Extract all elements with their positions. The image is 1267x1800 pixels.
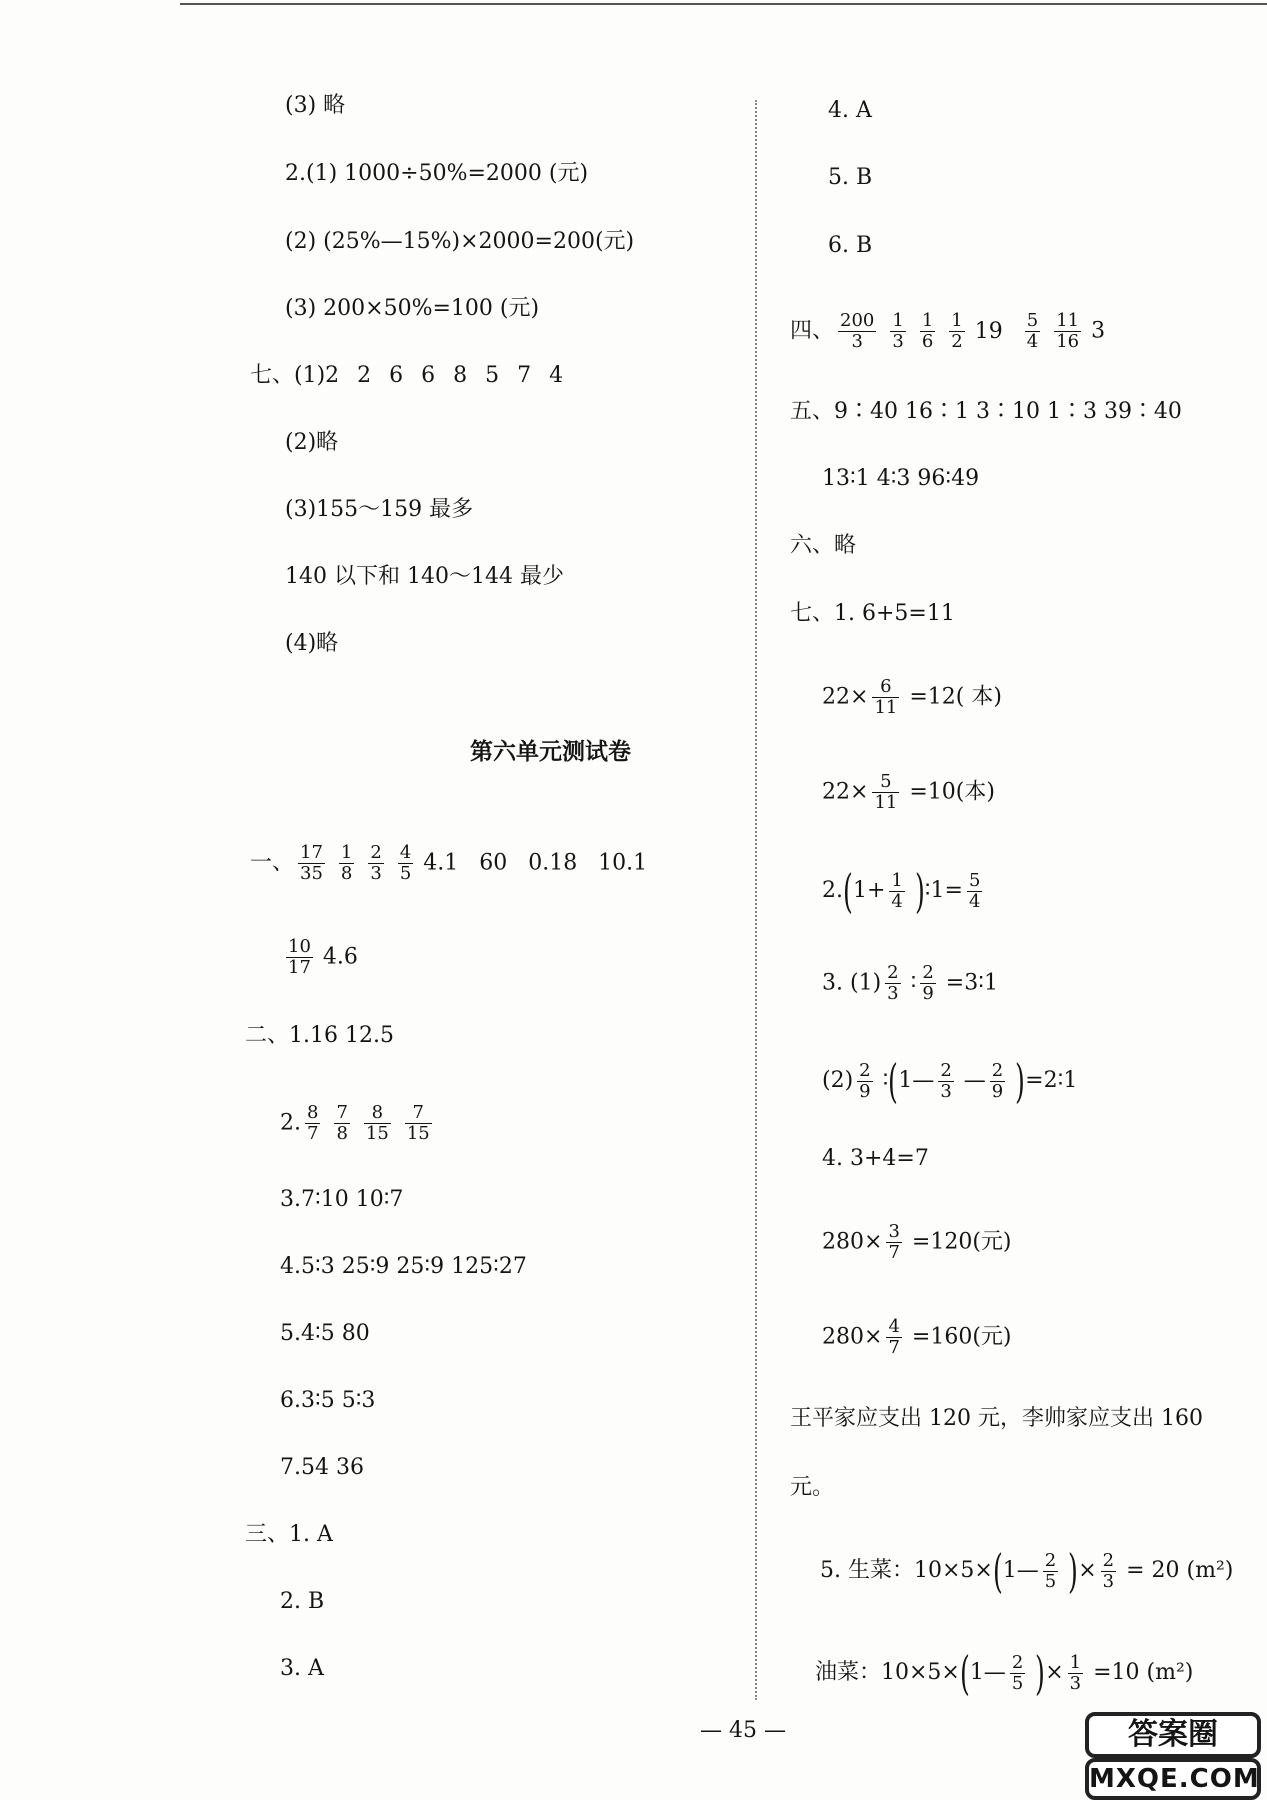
expr-part: =160(元) <box>911 1324 1012 1350</box>
sequence-number: 2 <box>357 363 372 388</box>
denominator: 3 <box>940 1080 952 1102</box>
fraction <box>872 677 899 718</box>
denominator: 7 <box>888 1242 900 1263</box>
numerator: 2 <box>1011 1651 1024 1673</box>
fraction <box>1025 311 1040 352</box>
ratio-sign: ∶ <box>882 1068 889 1093</box>
denominator: 7 <box>307 1123 319 1144</box>
fraction <box>405 1103 432 1144</box>
expr-part: 1— <box>898 1068 935 1093</box>
answer-line: 七、1. 6+5=11 <box>790 601 955 626</box>
expr-part: = 20 (m²) <box>1126 1558 1234 1583</box>
times-sign: × <box>1078 1558 1097 1583</box>
expr-part: =10 (m²) <box>1093 1660 1194 1685</box>
denominator: 4 <box>891 890 903 912</box>
answer-line: 5. B <box>828 165 873 190</box>
answer-line: 7.54 36 <box>280 1455 364 1480</box>
minus-sign: — <box>963 1068 986 1093</box>
sequence-number: 6 <box>389 363 404 388</box>
denominator: 4 <box>1026 331 1039 352</box>
answer-line <box>282 937 358 978</box>
numerator: 1 <box>891 869 903 891</box>
fraction <box>334 1103 349 1144</box>
denominator: 17 <box>288 957 311 978</box>
fraction <box>398 843 413 884</box>
answer-line: 二、1.16 12.5 <box>245 1023 394 1048</box>
answer-line: 3. A <box>280 1656 324 1681</box>
answer-line: 6. B <box>828 233 873 258</box>
fraction <box>364 1103 391 1144</box>
answer-line: 2. B <box>280 1589 325 1614</box>
fraction <box>339 843 354 884</box>
watermark-top: 答案圈 <box>1085 1712 1261 1758</box>
fraction <box>886 1317 901 1358</box>
expr-part: =2∶1 <box>1025 1068 1078 1093</box>
sequence-number: 6 <box>421 363 436 388</box>
fraction-group <box>301 1102 442 1144</box>
fraction <box>967 871 982 912</box>
section-heading: 第六单元测试卷 <box>470 738 631 765</box>
expr-part: 280× <box>822 1229 883 1255</box>
equation-line <box>822 963 998 1004</box>
fraction <box>1054 311 1081 352</box>
answer-value: 19 <box>974 318 1003 344</box>
numerator: 1 <box>1069 1651 1082 1673</box>
section-label: 一、 <box>250 850 295 876</box>
answer-line: 5.4∶5 80 <box>280 1321 370 1346</box>
denominator: 11 <box>874 792 898 813</box>
denominator: 9 <box>859 1080 871 1102</box>
answer-line: (3)155～159 最多 <box>285 497 474 522</box>
expr-part: =10(本) <box>909 779 995 805</box>
numerator: 4 <box>888 1316 900 1337</box>
answer-line: (3) 略 <box>285 93 346 118</box>
number-sequence <box>325 363 581 388</box>
left-paren: ( <box>959 1646 970 1700</box>
denominator: 15 <box>406 1123 430 1144</box>
left-paren: ( <box>843 864 853 918</box>
expr-part: 油菜：10×5× <box>815 1660 960 1685</box>
fraction <box>990 1061 1005 1102</box>
equation-line <box>820 1544 1234 1598</box>
sequence-number: 4 <box>549 363 564 388</box>
numerator: 7 <box>336 1102 348 1123</box>
answer-line-seven <box>250 362 581 390</box>
left-paren: ( <box>888 1054 899 1108</box>
numerator: 2 <box>922 962 934 983</box>
section-label: 七、(1) <box>250 363 326 388</box>
fraction <box>857 1061 872 1102</box>
numerator: 5 <box>968 869 981 891</box>
numerator: 2 <box>940 1059 952 1081</box>
denominator: 7 <box>888 1337 900 1358</box>
numerator: 3 <box>888 1221 900 1242</box>
answer-line: 13∶1 4∶3 96∶49 <box>822 466 980 491</box>
answer-line: 3.7∶10 10∶7 <box>280 1187 404 1212</box>
denominator: 2 <box>951 331 963 352</box>
equation-line <box>822 677 1002 718</box>
sequence-number: 7 <box>517 363 532 388</box>
numerator: 2 <box>887 962 899 983</box>
numerator: 17 <box>300 842 323 863</box>
denominator: 9 <box>991 1080 1004 1102</box>
expr-part: ∶1= <box>924 878 963 903</box>
fraction <box>938 1061 953 1102</box>
numerator: 200 <box>840 310 875 331</box>
numerator: 11 <box>1056 310 1080 331</box>
answer-line-one <box>250 843 647 884</box>
denominator: 5 <box>399 863 412 884</box>
denominator: 3 <box>892 331 904 352</box>
denominator: 3 <box>887 983 899 1004</box>
answer-line: 140 以下和 140～144 最少 <box>285 564 564 589</box>
item-label: (2) <box>822 1068 854 1093</box>
numerator: 4 <box>399 842 412 863</box>
fraction <box>1010 1653 1025 1694</box>
top-rule <box>180 3 1267 5</box>
expr-part: 1— <box>969 1660 1006 1685</box>
fraction <box>298 843 325 884</box>
answer-line: (2)略 <box>285 430 339 455</box>
answer-values: 4.1 60 0.18 10.1 <box>423 850 648 876</box>
numerator: 1 <box>340 842 353 863</box>
answer-line: 元。 <box>790 1475 835 1500</box>
equation-line <box>822 864 992 918</box>
right-paren: ) <box>914 864 925 918</box>
numerator: 8 <box>307 1102 319 1123</box>
right-paren: ) <box>1068 1544 1079 1598</box>
fraction <box>305 1103 320 1144</box>
fraction <box>1068 1653 1083 1694</box>
denominator: 3 <box>370 863 382 884</box>
fraction <box>886 1222 901 1263</box>
equation-line <box>822 772 995 813</box>
denominator: 3 <box>1102 1570 1115 1592</box>
numerator: 2 <box>370 842 382 863</box>
sequence-number: 2 <box>325 363 340 388</box>
answer-line: 6.3∶5 5∶3 <box>280 1388 376 1413</box>
fraction <box>1043 1551 1058 1592</box>
times-sign: × <box>1045 1660 1064 1685</box>
fraction <box>872 772 899 813</box>
ratio-sign: ∶ <box>910 970 917 996</box>
fraction <box>889 871 904 912</box>
item-label: 3. (1) <box>822 970 882 996</box>
answer-line: (3) 200×50%=100 (元) <box>285 296 540 321</box>
expr-part: =3∶1 <box>945 970 998 996</box>
numerator: 2 <box>991 1059 1004 1081</box>
watermark-bottom: MXQE.COM <box>1085 1758 1261 1800</box>
page-number: — 45 — <box>700 1718 786 1743</box>
fraction <box>920 963 935 1004</box>
numerator: 8 <box>364 1103 391 1124</box>
expr-part: 22× <box>822 779 869 805</box>
fraction-group <box>294 842 423 884</box>
equation-line <box>822 1222 1011 1263</box>
section-label: 四、 <box>790 318 835 344</box>
numerator: 5 <box>872 772 899 793</box>
expr-part: 22× <box>822 684 869 710</box>
denominator: 15 <box>365 1123 389 1144</box>
fraction <box>920 311 935 352</box>
denominator: 35 <box>300 863 323 884</box>
sequence-number: 8 <box>453 363 468 388</box>
numerator: 6 <box>872 677 899 698</box>
fraction <box>286 937 313 978</box>
denominator: 16 <box>1056 331 1080 352</box>
right-paren: ) <box>1015 1054 1026 1108</box>
answer-line: 三、1. A <box>245 1522 333 1547</box>
expr-part: 1+ <box>852 878 886 903</box>
answer-value: 3 <box>1091 318 1106 344</box>
answer-line <box>280 1103 442 1144</box>
fraction <box>838 311 876 352</box>
denominator: 6 <box>921 331 934 352</box>
numerator: 1 <box>951 310 963 331</box>
fraction <box>949 311 964 352</box>
numerator: 2 <box>859 1059 871 1081</box>
numerator: 2 <box>1102 1549 1115 1571</box>
denominator: 3 <box>1069 1672 1082 1694</box>
numerator: 1 <box>892 310 904 331</box>
expr-part: =120(元) <box>911 1229 1012 1255</box>
column-divider <box>755 100 757 1700</box>
sequence-number: 5 <box>485 363 500 388</box>
numerator: 7 <box>405 1103 432 1124</box>
expr-part: =12( 本) <box>909 684 1002 710</box>
denominator: 5 <box>1011 1672 1024 1694</box>
right-paren: ) <box>1035 1646 1046 1700</box>
answer-line: 六、略 <box>790 533 857 558</box>
numerator: 10 <box>288 936 311 957</box>
answer-line: 4. A <box>828 98 872 123</box>
answer-value: 4.6 <box>322 944 358 970</box>
equation-line <box>815 1646 1194 1700</box>
denominator: 8 <box>336 1123 348 1144</box>
left-paren: ( <box>992 1544 1003 1598</box>
answer-line: 五、9∶40 16∶1 3∶10 1∶3 39∶40 <box>790 399 1182 424</box>
numerator: 2 <box>1044 1549 1057 1571</box>
equation-line <box>822 1317 1011 1358</box>
answer-line: 王平家应支出 120 元，李帅家应支出 160 <box>790 1406 1203 1431</box>
answer-line: (2) (25%—15%)×2000=200(元) <box>285 229 635 254</box>
item-label: 2. <box>280 1110 301 1136</box>
fraction <box>368 843 383 884</box>
expr-part: 1— <box>1002 1558 1039 1583</box>
watermark-logo <box>1085 1712 1265 1800</box>
expr-part: 5. 生菜：10×5× <box>820 1558 993 1583</box>
item-label: 2. <box>822 878 843 903</box>
answer-line: (4)略 <box>285 631 339 656</box>
numerator: 5 <box>1026 310 1039 331</box>
answer-line: 4.5∶3 25∶9 25∶9 125∶27 <box>280 1254 527 1279</box>
denominator: 4 <box>968 890 981 912</box>
denominator: 5 <box>1044 1570 1057 1592</box>
fraction <box>885 963 900 1004</box>
numerator: 1 <box>921 310 934 331</box>
denominator: 8 <box>340 863 353 884</box>
answer-line: 4. 3+4=7 <box>822 1146 929 1171</box>
fraction <box>890 311 905 352</box>
fraction <box>1101 1551 1116 1592</box>
answer-line: 2.(1) 1000÷50%=2000 (元) <box>285 161 589 186</box>
equation-line <box>822 1054 1078 1108</box>
answer-line-four <box>790 311 1105 352</box>
denominator: 9 <box>922 983 934 1004</box>
denominator: 11 <box>874 697 898 718</box>
expr-part: 280× <box>822 1324 883 1350</box>
denominator: 3 <box>851 331 863 352</box>
